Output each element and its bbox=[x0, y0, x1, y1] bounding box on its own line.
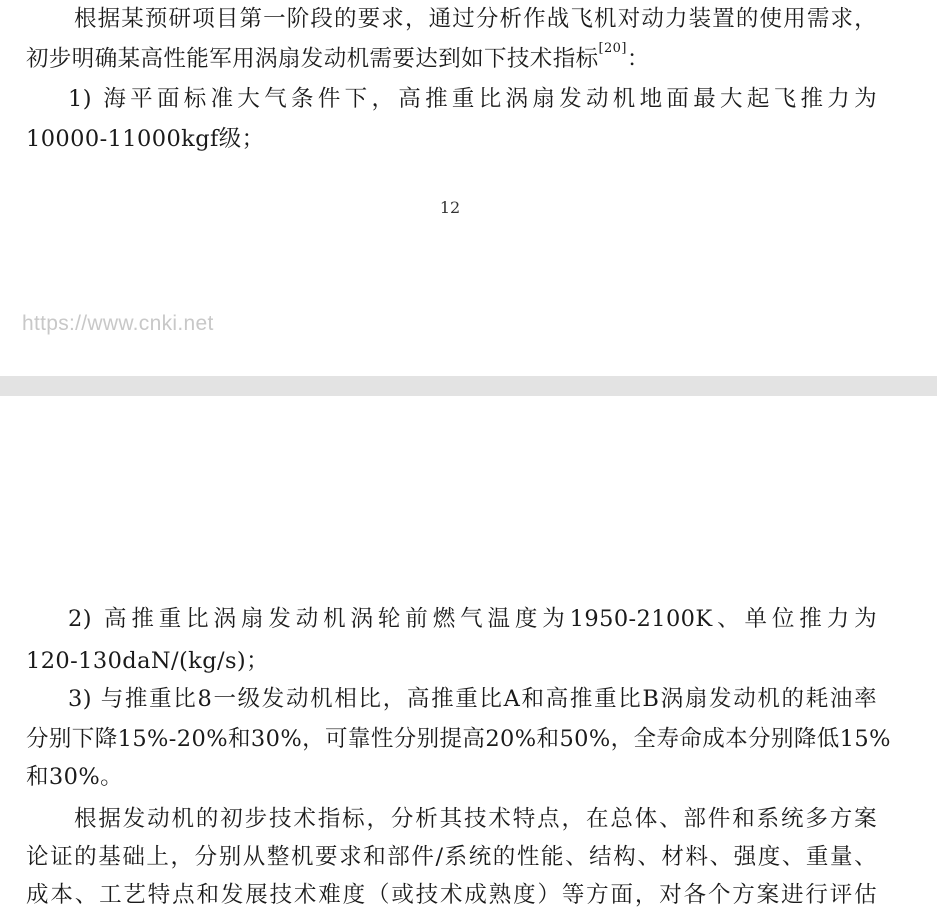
item-2-line-2: 120-130daN/(kg/s)； bbox=[26, 648, 269, 674]
paragraph-2-line-3: 成本、工艺特点和发展技术难度（或技术成熟度）等方面，对各个方案进行评估 bbox=[26, 882, 877, 908]
item-3-line-1: 3) 与推重比8一级发动机相比，高推重比A和高推重比B涡扇发动机的耗油率 bbox=[68, 686, 877, 712]
citation-reference[interactable]: [20] bbox=[598, 40, 627, 56]
page-separator bbox=[0, 376, 937, 396]
item-1-line-1: 1) 海平面标准大气条件下，高推重比涡扇发动机地面最大起飞推力为 bbox=[68, 86, 877, 112]
source-watermark: https://www.cnki.net bbox=[22, 312, 214, 335]
paragraph-1-line-2-end: ： bbox=[626, 46, 650, 72]
item-3-line-2: 分别下降15%-20%和30%，可靠性分别提高20%和50%，全寿命成本分别降低15% bbox=[26, 726, 891, 752]
document-page-top bbox=[0, 0, 937, 376]
item-1-line-2: 10000-11000kgf级； bbox=[26, 126, 265, 152]
document-page-bottom bbox=[0, 396, 937, 908]
item-3-line-3: 和30%。 bbox=[26, 764, 124, 790]
paragraph-2-line-2: 论证的基础上，分别从整机要求和部件/系统的性能、结构、材料、强度、重量、 bbox=[26, 844, 877, 870]
paragraph-1-line-2-text: 初步明确某高性能军用涡扇发动机需要达到如下技术指标 bbox=[26, 46, 599, 72]
paragraph-2-line-1: 根据发动机的初步技术指标，分析其技术特点，在总体、部件和系统多方案 bbox=[74, 806, 877, 832]
item-2-line-1: 2) 高推重比涡扇发动机涡轮前燃气温度为1950-2100K、单位推力为 bbox=[68, 606, 877, 632]
page-number: 12 bbox=[439, 198, 461, 217]
paragraph-1-line-2 bbox=[26, 40, 877, 74]
paragraph-1-line-1: 根据某预研项目第一阶段的要求，通过分析作战飞机对动力装置的使用需求， bbox=[74, 6, 877, 32]
